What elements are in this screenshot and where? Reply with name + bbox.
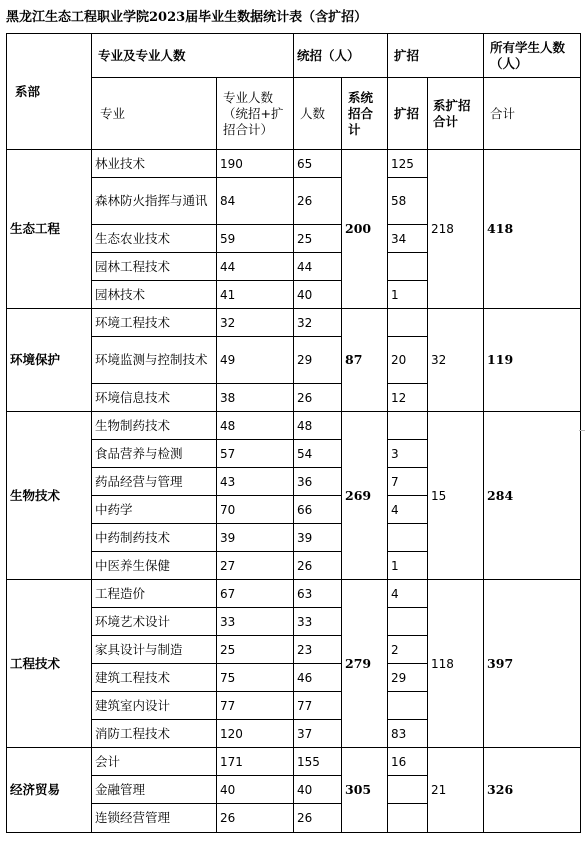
- major-name: 消防工程技术: [92, 720, 217, 748]
- header-major: 专业: [92, 78, 217, 150]
- department-name: 生物技术: [7, 412, 92, 580]
- dept-student-total: 326: [484, 748, 581, 833]
- kuozhao-count: [388, 804, 428, 833]
- graduate-statistics-table: [6, 33, 581, 833]
- major-count: 70: [217, 496, 294, 524]
- header-dept: 系部: [7, 34, 92, 150]
- major-count: 40: [217, 776, 294, 804]
- major-count: 77: [217, 692, 294, 720]
- kuozhao-count: [388, 692, 428, 720]
- major-count: 44: [217, 253, 294, 281]
- major-count: 49: [217, 337, 294, 384]
- tongzhao-count: 40: [294, 281, 342, 309]
- department-name: 工程技术: [7, 580, 92, 748]
- major-name: 园林工程技术: [92, 253, 217, 281]
- kuozhao-count: [388, 608, 428, 636]
- major-name: 建筑室内设计: [92, 692, 217, 720]
- tongzhao-count: 29: [294, 337, 342, 384]
- header-sum: 合计: [484, 78, 581, 150]
- kuozhao-count: 4: [388, 580, 428, 608]
- major-count: 59: [217, 225, 294, 253]
- kuozhao-count: 1: [388, 281, 428, 309]
- major-name: 会计: [92, 748, 217, 776]
- header-major-count: 专业人数（统招+扩招合计）: [217, 78, 294, 150]
- tongzhao-count: 26: [294, 384, 342, 412]
- tongzhao-count: 65: [294, 150, 342, 178]
- major-count: 43: [217, 468, 294, 496]
- major-count: 39: [217, 524, 294, 552]
- major-count: 25: [217, 636, 294, 664]
- major-name: 连锁经营管理: [92, 804, 217, 833]
- kuozhao-count: 125: [388, 150, 428, 178]
- tongzhao-count: 32: [294, 309, 342, 337]
- major-name: 环境工程技术: [92, 309, 217, 337]
- dept-tongzhao-total: 269: [342, 412, 388, 580]
- tongzhao-count: 48: [294, 412, 342, 440]
- tongzhao-count: 46: [294, 664, 342, 692]
- dept-kuozhao-total: 32: [428, 309, 484, 412]
- dept-student-total: 119: [484, 309, 581, 412]
- dept-kuozhao-total: 21: [428, 748, 484, 833]
- dept-tongzhao-total: 279: [342, 580, 388, 748]
- kuozhao-count: 34: [388, 225, 428, 253]
- table-title: 黑龙江生态工程职业学院2023届毕业生数据统计表（含扩招）: [6, 10, 368, 25]
- major-count: 32: [217, 309, 294, 337]
- tongzhao-count: 39: [294, 524, 342, 552]
- tongzhao-count: 37: [294, 720, 342, 748]
- header-kuozhao: 扩招: [388, 34, 484, 78]
- major-name: 环境艺术设计: [92, 608, 217, 636]
- major-count: 171: [217, 748, 294, 776]
- dept-kuozhao-total: 15: [428, 412, 484, 580]
- major-count: 33: [217, 608, 294, 636]
- kuozhao-count: 20: [388, 337, 428, 384]
- header-dept-kz-total: 系扩招合计: [428, 78, 484, 150]
- major-name: 森林防火指挥与通讯: [92, 178, 217, 225]
- page-edge-mark: [579, 430, 585, 431]
- dept-kuozhao-total: 118: [428, 580, 484, 748]
- major-count: 38: [217, 384, 294, 412]
- dept-student-total: 397: [484, 580, 581, 748]
- major-count: 57: [217, 440, 294, 468]
- header-major-group: 专业及专业人数: [92, 34, 294, 78]
- major-name: 中药制药技术: [92, 524, 217, 552]
- major-count: 120: [217, 720, 294, 748]
- kuozhao-count: 29: [388, 664, 428, 692]
- kuozhao-count: 12: [388, 384, 428, 412]
- major-name: 中医养生保健: [92, 552, 217, 580]
- major-name: 食品营养与检测: [92, 440, 217, 468]
- department-name: 环境保护: [7, 309, 92, 412]
- dept-student-total: 284: [484, 412, 581, 580]
- major-name: 金融管理: [92, 776, 217, 804]
- major-count: 41: [217, 281, 294, 309]
- kuozhao-count: [388, 253, 428, 281]
- header-kz: 扩招: [388, 78, 428, 150]
- kuozhao-count: 7: [388, 468, 428, 496]
- department-name: 经济贸易: [7, 748, 92, 833]
- table-body: [7, 150, 581, 833]
- major-count: 48: [217, 412, 294, 440]
- kuozhao-count: [388, 776, 428, 804]
- tongzhao-count: 44: [294, 253, 342, 281]
- tongzhao-count: 36: [294, 468, 342, 496]
- major-name: 家具设计与制造: [92, 636, 217, 664]
- dept-kuozhao-total: 218: [428, 150, 484, 309]
- tongzhao-count: 33: [294, 608, 342, 636]
- major-name: 建筑工程技术: [92, 664, 217, 692]
- dept-tongzhao-total: 305: [342, 748, 388, 833]
- kuozhao-count: 3: [388, 440, 428, 468]
- kuozhao-count: 58: [388, 178, 428, 225]
- tongzhao-count: 77: [294, 692, 342, 720]
- header-count: 人数: [294, 78, 342, 150]
- dept-tongzhao-total: 200: [342, 150, 388, 309]
- kuozhao-count: 2: [388, 636, 428, 664]
- tongzhao-count: 26: [294, 552, 342, 580]
- dept-student-total: 418: [484, 150, 581, 309]
- major-name: 生物制药技术: [92, 412, 217, 440]
- kuozhao-count: [388, 309, 428, 337]
- tongzhao-count: 40: [294, 776, 342, 804]
- tongzhao-count: 66: [294, 496, 342, 524]
- major-count: 190: [217, 150, 294, 178]
- tongzhao-count: 23: [294, 636, 342, 664]
- tongzhao-count: 155: [294, 748, 342, 776]
- major-count: 67: [217, 580, 294, 608]
- tongzhao-count: 63: [294, 580, 342, 608]
- major-name: 环境监测与控制技术: [92, 337, 217, 384]
- dept-tongzhao-total: 87: [342, 309, 388, 412]
- tongzhao-count: 26: [294, 804, 342, 833]
- major-name: 工程造价: [92, 580, 217, 608]
- table-row: [7, 150, 581, 178]
- kuozhao-count: 4: [388, 496, 428, 524]
- kuozhao-count: 83: [388, 720, 428, 748]
- department-name: 生态工程: [7, 150, 92, 309]
- major-name: 生态农业技术: [92, 225, 217, 253]
- major-count: 27: [217, 552, 294, 580]
- tongzhao-count: 26: [294, 178, 342, 225]
- major-count: 26: [217, 804, 294, 833]
- major-name: 中药学: [92, 496, 217, 524]
- major-name: 园林技术: [92, 281, 217, 309]
- header-dept-tz-total: 系统招合计: [342, 78, 388, 150]
- major-name: 林业技术: [92, 150, 217, 178]
- major-name: 环境信息技术: [92, 384, 217, 412]
- table-row: [7, 412, 581, 440]
- kuozhao-count: 16: [388, 748, 428, 776]
- tongzhao-count: 54: [294, 440, 342, 468]
- major-count: 75: [217, 664, 294, 692]
- table-row: [7, 309, 581, 337]
- tongzhao-count: 25: [294, 225, 342, 253]
- major-count: 84: [217, 178, 294, 225]
- kuozhao-count: [388, 524, 428, 552]
- kuozhao-count: 1: [388, 552, 428, 580]
- table-row: [7, 748, 581, 776]
- header-all-students: 所有学生人数（人）: [484, 34, 581, 78]
- major-name: 药品经营与管理: [92, 468, 217, 496]
- table-row: [7, 580, 581, 608]
- header-tongzhao: 统招（人）: [294, 34, 388, 78]
- kuozhao-count: [388, 412, 428, 440]
